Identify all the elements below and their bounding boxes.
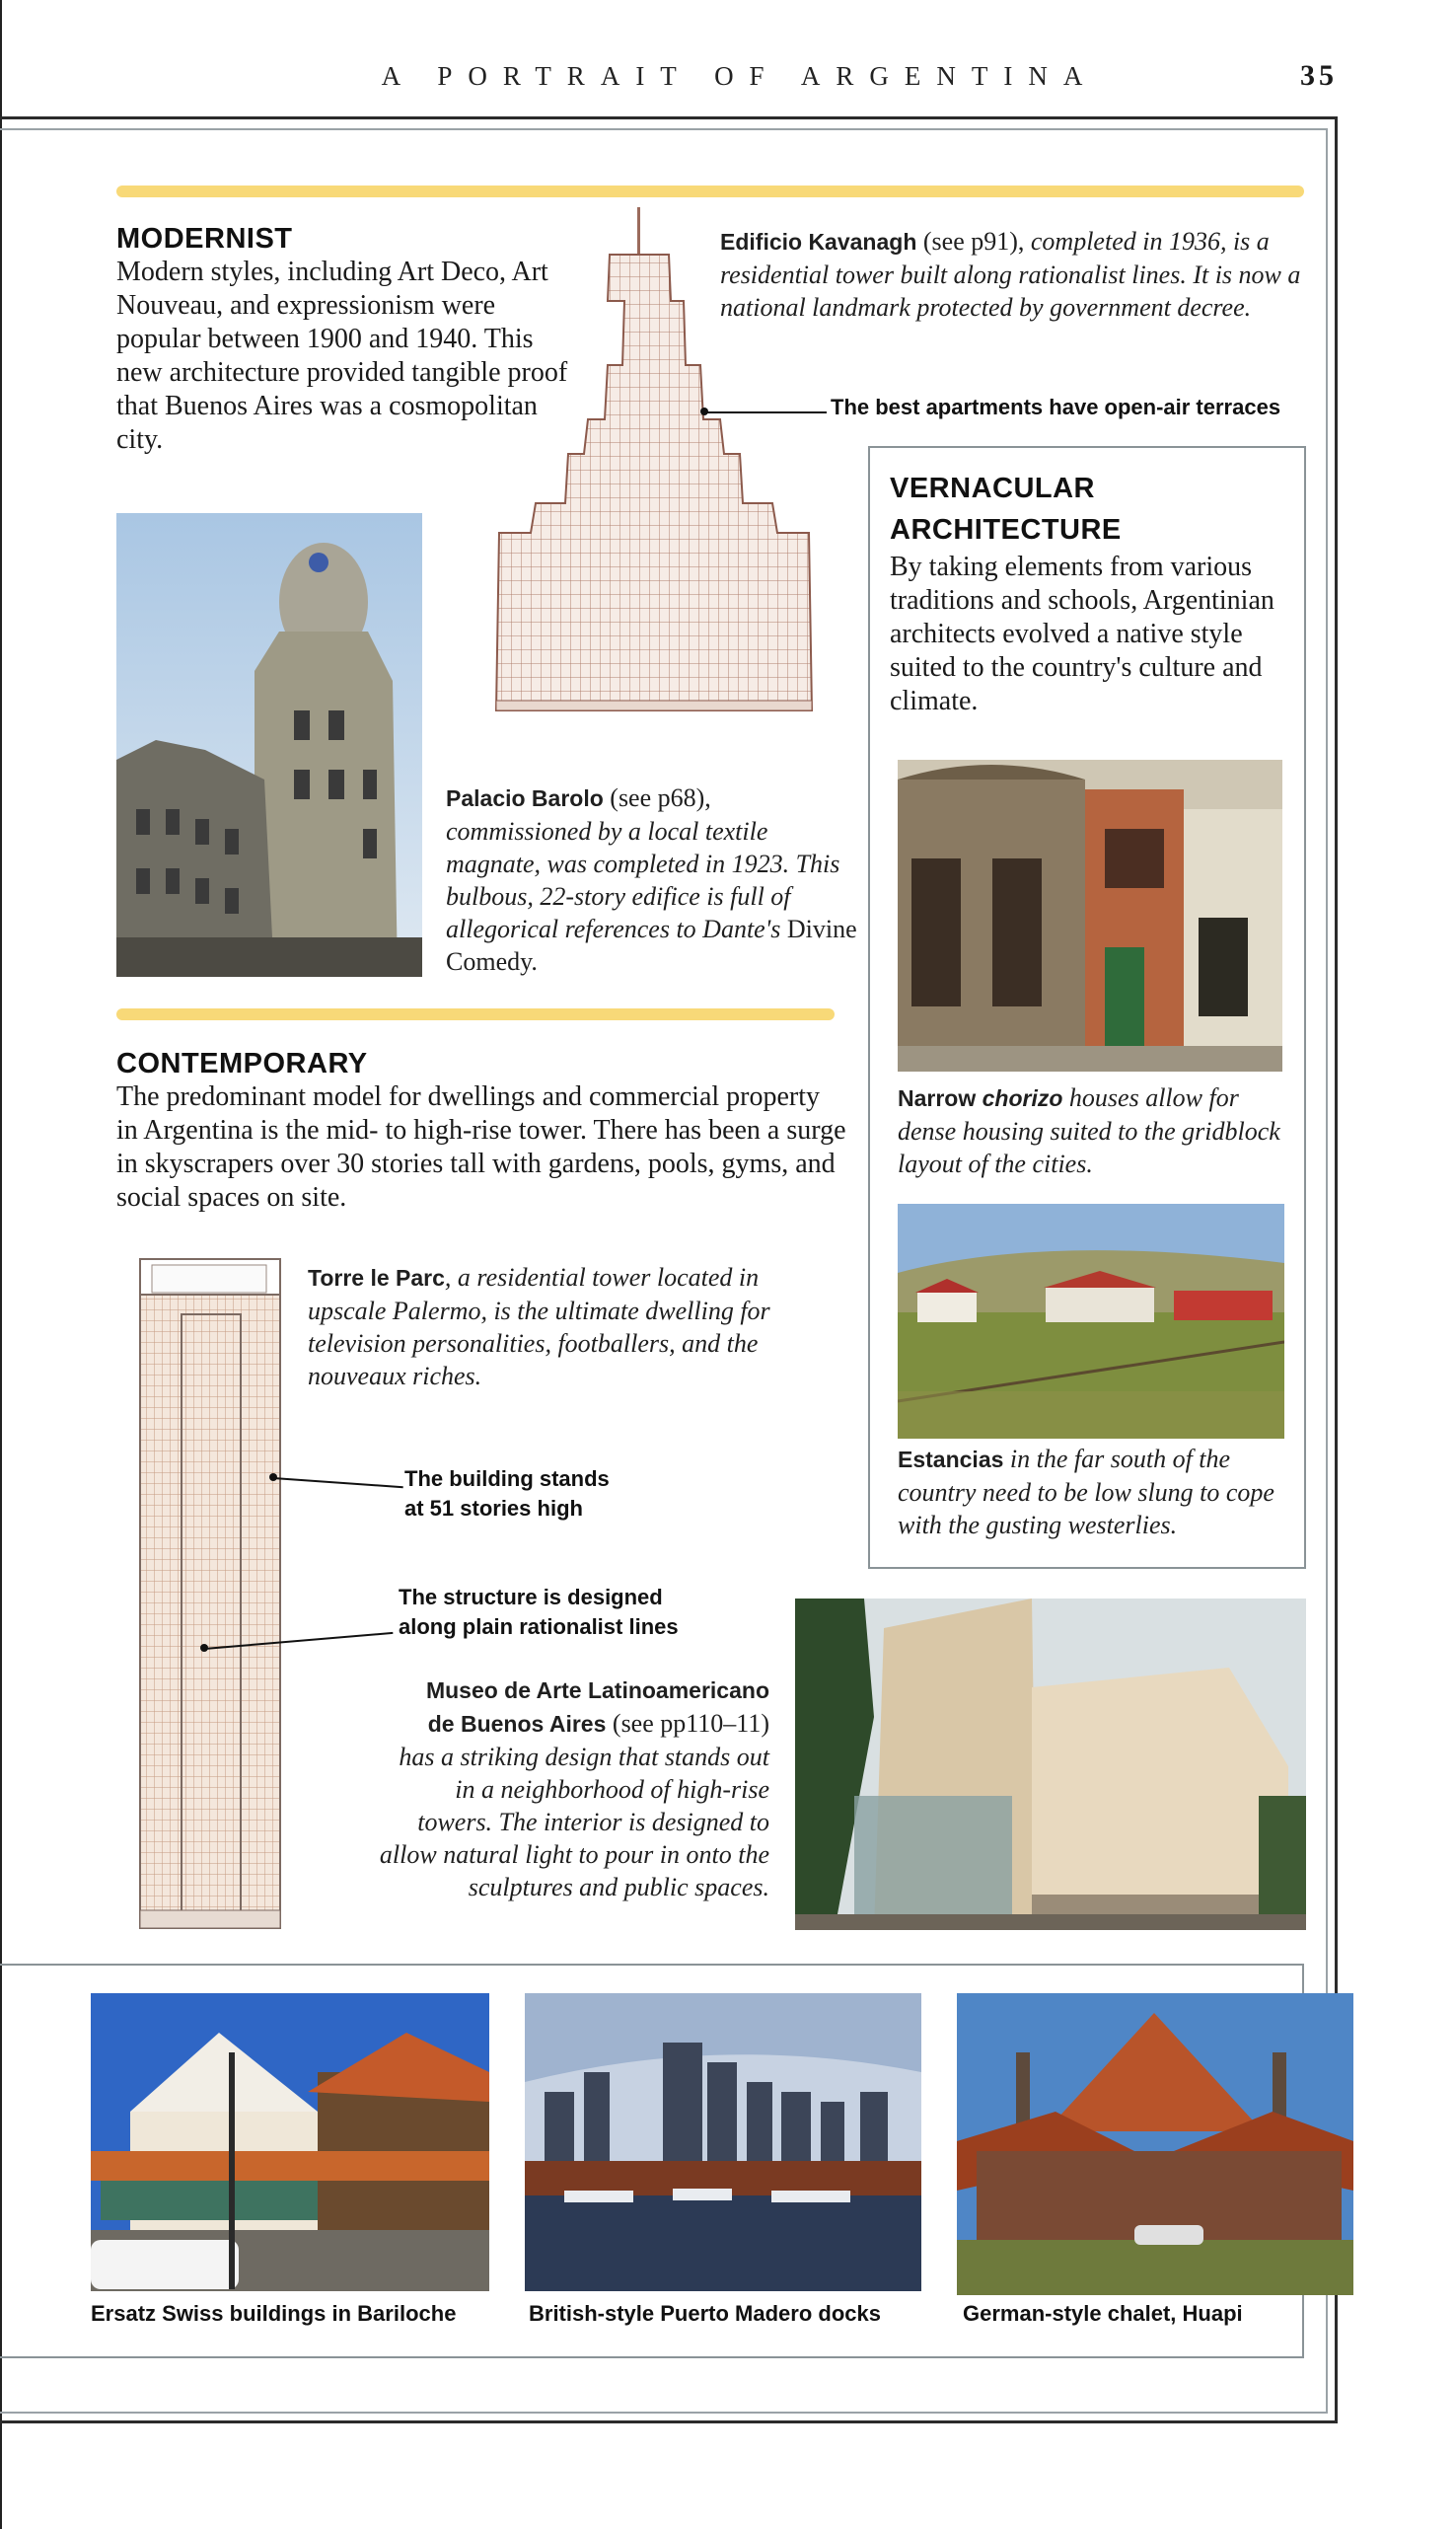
- chorizo-caption: [898, 1081, 1292, 1180]
- section-rule-top: [116, 186, 1304, 197]
- chorizo-term: chorizo: [982, 1085, 1063, 1111]
- running-title: A PORTRAIT OF ARGENTINA: [381, 61, 1099, 91]
- huapi-caption: German-style chalet, Huapi: [963, 2301, 1243, 2326]
- rational-label-line-2: along plain rationalist lines: [399, 1614, 679, 1639]
- barolo-text: commissioned by a local textile magnate, was completed in 1923. This bulbous, 22-story edifice is full of allegorical references to Dante's: [446, 817, 840, 943]
- estancias-text: in the far south of the country need to be low slung to cope with the gusting westerlies.: [898, 1445, 1274, 1539]
- barolo-name: Palacio Barolo: [446, 785, 604, 811]
- stories-label-line-2: at 51 stories high: [404, 1496, 583, 1521]
- museo-photo: [795, 1599, 1306, 1930]
- kavanagh-terraces-label: The best apartments have open-air terraces: [831, 395, 1281, 419]
- chorizo-lead: Narrow: [898, 1085, 983, 1111]
- torre-name: Torre le Parc: [308, 1265, 445, 1291]
- bariloche-photo: [91, 1993, 489, 2291]
- rational-label: [399, 1583, 694, 1642]
- kavanagh-ref: (see p91),: [916, 227, 1031, 256]
- estancia-photo: [898, 1204, 1284, 1439]
- vernacular-section: [890, 468, 1284, 718]
- kavanagh-caption: [720, 225, 1302, 324]
- contemporary-body: The predominant model for dwellings and commercial property in Argentina is the mid- to high-rise tower. There has been a surge in skyscrapers over 30 stories tall with gardens, pools, gyms, and social spaces on site.: [116, 1081, 846, 1213]
- kavanagh-name: Edificio Kavanagh: [720, 229, 917, 255]
- chorizo-houses-photo: [898, 760, 1282, 1072]
- stories-label-line-1: The building stands: [404, 1466, 610, 1491]
- museo-caption: [375, 1674, 769, 1903]
- bariloche-caption: Ersatz Swiss buildings in Bariloche: [91, 2301, 457, 2326]
- rational-label-line-1: The structure is designed: [399, 1585, 663, 1609]
- kavanagh-leader-line: [704, 411, 827, 413]
- estancias-name: Estancias: [898, 1447, 1004, 1472]
- madero-caption: British-style Puerto Madero docks: [529, 2301, 881, 2326]
- modernist-heading: MODERNIST: [116, 223, 293, 255]
- kavanagh-text: completed in 1936, is a residential tower built along rationalist lines. It is now a national landmark protected by government decree.: [720, 227, 1301, 322]
- puerto-madero-photo: [525, 1993, 921, 2291]
- torre-caption: [308, 1261, 821, 1392]
- chorizo-text: houses allow for dense housing suited to the gridblock layout of the cities.: [898, 1083, 1280, 1178]
- huapi-chalet-photo: [957, 1993, 1353, 2295]
- barolo-title-ref: Divine Comedy.: [446, 915, 857, 976]
- modernist-body: Modern styles, including Art Deco, Art Nouveau, and expressionism were popular between 1900 and 1940. This new architecture provided tangible proof that Buenos Aires was a cosmopolitan city.: [116, 257, 568, 455]
- vernacular-heading-1: VERNACULAR: [890, 473, 1095, 504]
- contemporary-heading: CONTEMPORARY: [116, 1048, 368, 1079]
- museo-text: has a striking design that stands out in a neighborhood of high-rise towers. The interior is designed to allow natural light to pour in onto the sculptures and public spaces.: [379, 1743, 769, 1901]
- museo-ref: (see pp110–11): [606, 1709, 769, 1738]
- torre-le-parc-drawing: [138, 1255, 282, 1930]
- vernacular-heading-2: ARCHITECTURE: [890, 514, 1122, 546]
- barolo-caption: [446, 781, 860, 978]
- museo-name-1: Museo de Arte Latinoamericano: [425, 1677, 769, 1703]
- page-number: 35: [1300, 59, 1338, 92]
- section-rule-middle: [116, 1008, 835, 1020]
- vernacular-body: By taking elements from various traditions and schools, Argentinian architects evolved a native style suited to the country's culture and climate.: [890, 552, 1274, 716]
- contemporary-section: [116, 1048, 846, 1215]
- estancias-caption: [898, 1443, 1292, 1541]
- museo-name-2: de Buenos Aires: [427, 1711, 607, 1737]
- palacio-barolo-photo: [116, 513, 422, 977]
- barolo-ref: (see p68),: [603, 783, 711, 812]
- torre-text: , a residential tower located in upscale Palermo, is the ultimate dwelling for television personalities, footballers, and the nouveaux riches.: [308, 1263, 770, 1390]
- stories-label: [404, 1464, 661, 1524]
